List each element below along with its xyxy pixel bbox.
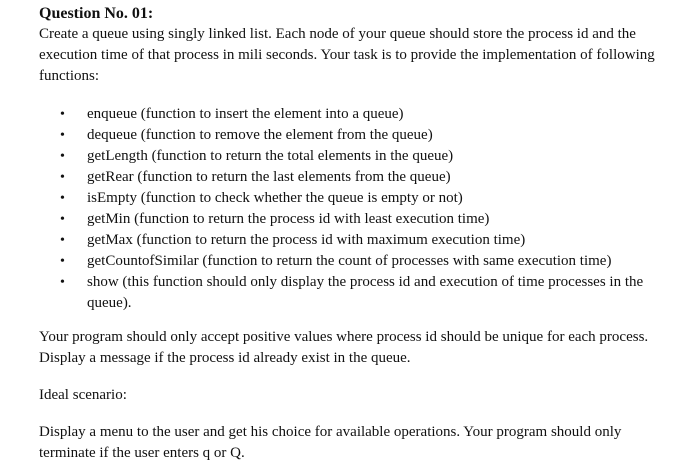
requirements-paragraph: Your program should only accept positive values where process id should be unique for each process. Display a message if the process id already exist in the queue.: [39, 329, 649, 366]
bullet-icon: •: [60, 149, 65, 164]
list-item: [39, 188, 667, 209]
bullet-icon: •: [60, 191, 65, 206]
bullet-icon: •: [60, 170, 65, 185]
bullet-icon: •: [60, 254, 65, 269]
scenario-heading: Ideal scenario:: [39, 387, 127, 403]
list-item-text: show (this function should only display the process id and execution of time processes in the queue).: [87, 274, 644, 311]
list-item-text: enqueue (function to insert the element into a queue): [87, 106, 404, 122]
list-item: [39, 104, 667, 125]
list-item-text: getMax (function to return the process id with maximum execution time): [87, 232, 526, 248]
menu-paragraph: Display a menu to the user and get his choice for available operations. Your program should only terminate if the user enters q or Q.: [39, 424, 622, 461]
list-item: [39, 251, 667, 272]
intro-paragraph: Create a queue using singly linked list. Each node of your queue should store the process id and the execution time of that process in mili seconds. Your task is to provide the implementation of following functions:: [39, 26, 655, 84]
bullet-icon: •: [60, 275, 65, 290]
bullet-icon: •: [60, 212, 65, 227]
list-item: [39, 146, 667, 167]
list-item-text: getRear (function to return the last elements from the queue): [87, 169, 451, 185]
function-list: [39, 104, 689, 314]
list-item: [39, 209, 667, 230]
bullet-icon: •: [60, 128, 65, 143]
list-item: [39, 272, 667, 314]
list-item-text: isEmpty (function to check whether the queue is empty or not): [87, 190, 463, 206]
list-item: [39, 125, 667, 146]
document: [39, 4, 689, 464]
bullet-icon: •: [60, 107, 65, 122]
list-item-text: getMin (function to return the process id with least execution time): [87, 211, 490, 227]
list-item-text: getLength (function to return the total elements in the queue): [87, 148, 454, 164]
question-heading: Question No. 01:: [39, 5, 154, 22]
list-item: [39, 230, 667, 251]
list-item: [39, 167, 667, 188]
list-item-text: getCountofSimilar (function to return the count of processes with same execution time): [87, 253, 612, 269]
bullet-icon: •: [60, 233, 65, 248]
list-item-text: dequeue (function to remove the element from the queue): [87, 127, 433, 143]
